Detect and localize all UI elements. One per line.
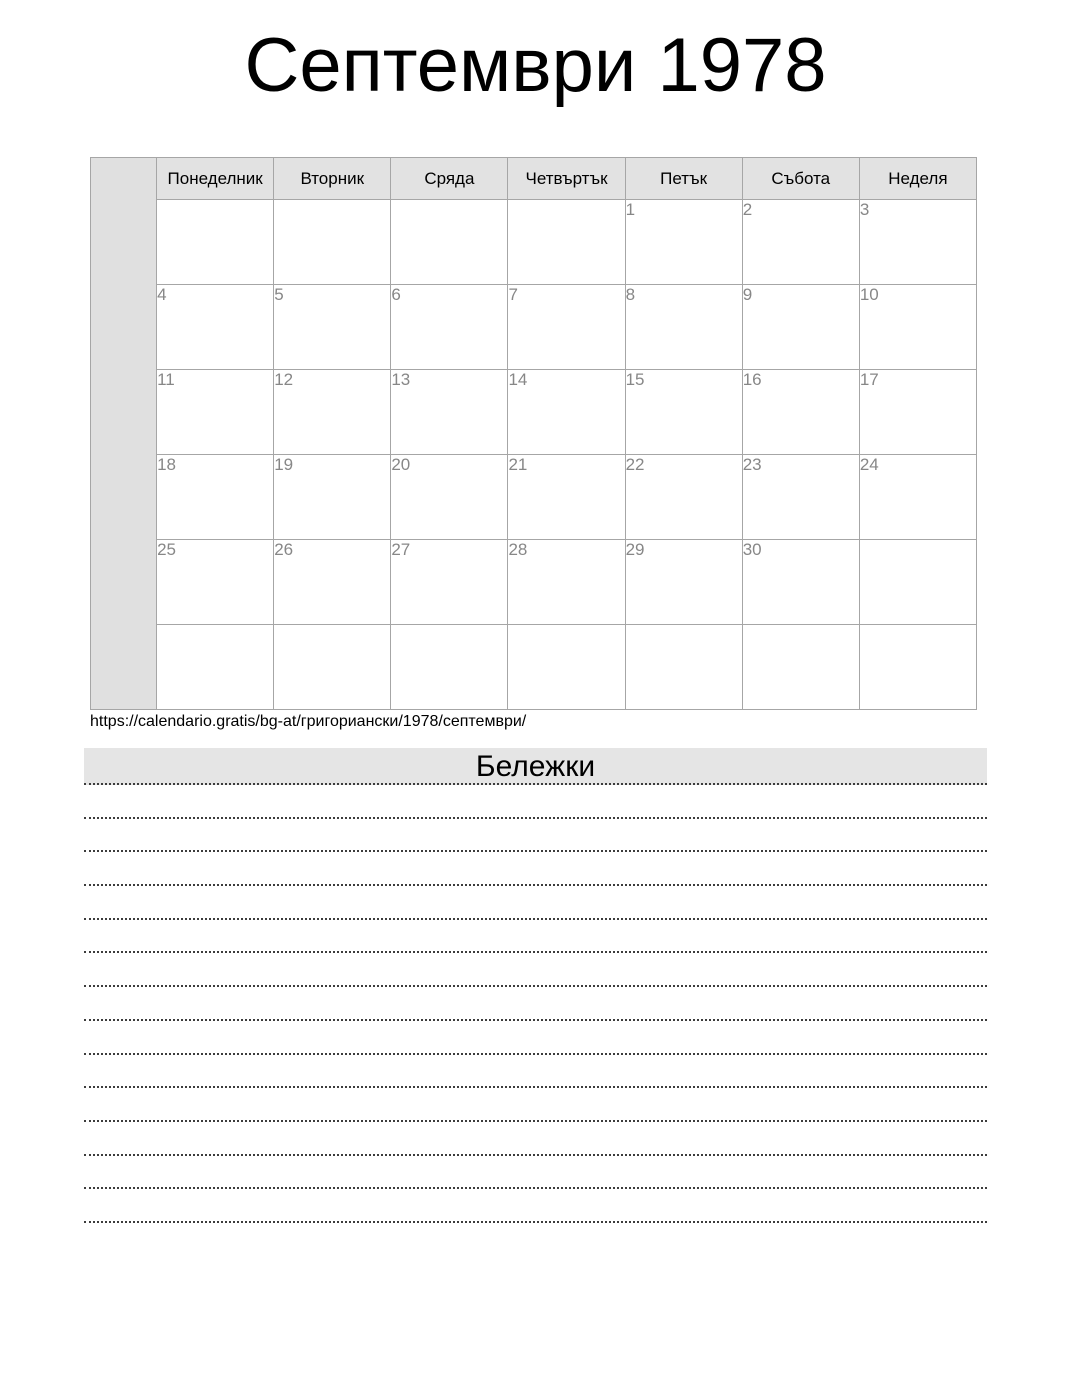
day-cell [274,625,391,710]
day-cell [859,625,976,710]
note-line [84,1122,987,1156]
day-cell [625,625,742,710]
note-lines [84,785,987,1223]
day-cell: 19 [274,455,391,540]
day-cell: 1 [625,200,742,285]
page-title: Септември 1978 [244,23,827,108]
note-line [84,819,987,853]
day-cell [157,200,274,285]
weekday-header-row [91,158,977,200]
day-cell: 4 [157,285,274,370]
day-cell: 24 [859,455,976,540]
note-line [84,785,987,819]
week-row [91,285,977,370]
note-line [84,953,987,987]
day-cell [742,625,859,710]
day-cell [391,200,508,285]
day-cell [157,625,274,710]
day-cell: 15 [625,370,742,455]
notes-heading: Бележки [84,748,987,785]
calendar-side-gutter [91,158,157,710]
day-cell: 29 [625,540,742,625]
week-row [91,370,977,455]
day-cell: 11 [157,370,274,455]
day-cell [391,625,508,710]
day-cell: 30 [742,540,859,625]
day-cell: 13 [391,370,508,455]
day-cell: 28 [508,540,625,625]
day-cell: 7 [508,285,625,370]
day-cell: 12 [274,370,391,455]
note-line [84,987,987,1021]
day-cell: 27 [391,540,508,625]
day-cell: 22 [625,455,742,540]
day-cell [274,200,391,285]
note-line [84,1088,987,1122]
day-cell: 9 [742,285,859,370]
week-row [91,540,977,625]
weekday-header-thursday: Четвъртък [508,158,625,200]
note-line [84,886,987,920]
note-line [84,1021,987,1055]
notes-section [84,748,987,1223]
weekday-header-friday: Петък [625,158,742,200]
day-cell: 5 [274,285,391,370]
day-cell: 21 [508,455,625,540]
calendar [90,157,977,710]
weekday-header-sunday: Неделя [859,158,976,200]
day-cell: 16 [742,370,859,455]
weekday-header-saturday: Събота [742,158,859,200]
day-cell: 10 [859,285,976,370]
week-row [91,625,977,710]
day-cell: 14 [508,370,625,455]
day-cell: 20 [391,455,508,540]
day-cell: 23 [742,455,859,540]
note-line [84,920,987,954]
day-cell: 17 [859,370,976,455]
weekday-header-wednesday: Сряда [391,158,508,200]
note-line [84,1156,987,1190]
day-cell [859,540,976,625]
day-cell: 8 [625,285,742,370]
day-cell: 25 [157,540,274,625]
source-url: https://calendario.gratis/bg-at/григориански/1978/септември/ [90,713,527,730]
day-cell: 18 [157,455,274,540]
day-cell: 2 [742,200,859,285]
calendar-table [90,157,977,710]
weekday-header-tuesday: Вторник [274,158,391,200]
note-line [84,852,987,886]
week-row [91,455,977,540]
note-line [84,1055,987,1089]
day-cell: 6 [391,285,508,370]
day-cell [508,200,625,285]
week-row [91,200,977,285]
day-cell [508,625,625,710]
weekday-header-monday: Понеделник [157,158,274,200]
day-cell: 26 [274,540,391,625]
day-cell: 3 [859,200,976,285]
note-line [84,1189,987,1223]
